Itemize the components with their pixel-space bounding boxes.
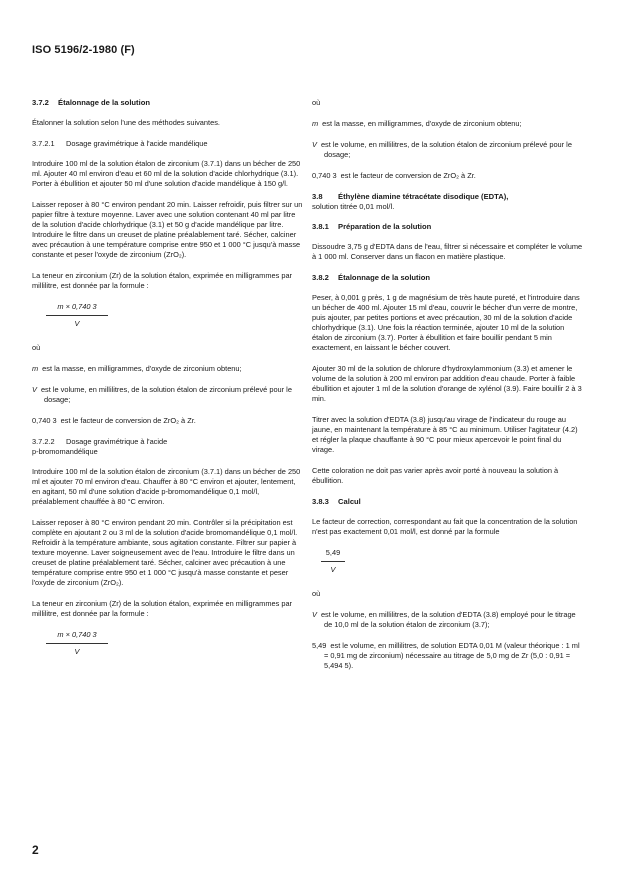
paragraph: Titrer avec la solution d'EDTA (3.8) jusqu'au virage de l'indicateur du rouge au jaune, en maintenant la température à 85 °C au minimum. Utiliser l'agitateur (4.2) et régler la plaque chauffante à 90 °C pour mieux apercevoir le point final du virage.	[312, 415, 578, 454]
paragraph: Introduire 100 ml de la solution étalon de zirconium (3.7.1) dans un bécher de 250 ml. Ajouter 40 ml environ d'eau et 60 ml de la solution d'acide chlorhydrique (3.1). Porter à ébullition et ajouter 50 ml d'une solution d'acide mandélique à 150 g/l.	[32, 159, 301, 188]
ou-label: où	[312, 98, 321, 107]
paragraph: Dissoudre 3,75 g d'EDTA dans de l'eau, filtrer si nécessaire et compléter le volume à 1 000 ml. Conserver dans un flacon en matière plastique.	[312, 242, 583, 261]
left-column	[32, 98, 304, 671]
section-title: Dosage gravimétrique à l'acide mandélique	[66, 139, 208, 148]
section-title: Étalonnage de la solution	[338, 273, 430, 282]
section-title-continued: p-bromomandélique	[32, 447, 98, 456]
formula-denominator: V	[330, 565, 336, 574]
definition	[312, 641, 584, 671]
paragraph: Ajouter 30 ml de la solution de chlorure d'hydroxylammonium (3.3) et amener le volume de la solution à 200 ml environ par addition d'eau chaude. Porter à faible ébullition et ajouter 1 ml de la solution d'orange de xylénol (3.9). Faire bouillir 2 à 3 min.	[312, 364, 582, 403]
formula	[318, 548, 348, 575]
definition-text: est la masse, en milligrammes, d'oxyde de zirconium obtenu;	[42, 364, 242, 373]
section-number: 3.8.2	[312, 273, 329, 282]
paragraph: La teneur en zirconium (Zr) de la solution étalon, exprimée en milligrammes par millilitre, est donnée par la formule :	[32, 271, 293, 290]
section-title: Calcul	[338, 497, 361, 506]
paragraph: Étalonner la solution selon l'une des méthodes suivantes.	[32, 118, 220, 127]
definition-text: est le facteur de conversion de ZrO₂ à Zr.	[60, 416, 196, 425]
symbol: m	[312, 119, 319, 128]
section-number: 3.8.1	[312, 222, 329, 231]
paragraph: Cette coloration ne doit pas varier après avoir porté à nouveau la solution à ébullition.	[312, 466, 559, 485]
formula-numerator: m × 0,740 3	[57, 630, 97, 639]
paragraph: Le facteur de correction, correspondant au fait que la concentration de la solution n'est pas exactement 0,01 mol/l, est donné par la formule	[312, 517, 578, 536]
section-3-8-heading	[312, 192, 584, 212]
definition	[312, 171, 584, 181]
definition-text: est le volume, en millilitres, de la solution étalon de zirconium prélevé pour le dosage;	[320, 140, 572, 159]
paragraph: Introduire 100 ml de la solution étalon de zirconium (3.7.1) dans un bécher de 250 ml et ajouter 70 ml environ d'eau. Chauffer à 80 °C environ et ajouter, lentement, en agitant, 50 ml d'une solution d'acide p-bromomandélique 0,1 mol/l, préalablement chauffée à 80 °C environ.	[32, 467, 301, 506]
section-title: Éthylène diamine tétracétate disodique (EDTA),	[338, 192, 509, 201]
section-title: Dosage gravimétrique à l'acide	[66, 437, 168, 446]
symbol: V	[312, 140, 317, 149]
paragraph: Peser, à 0,001 g près, 1 g de magnésium de très haute pureté, et l'introduire dans un bécher de 400 ml. Ajouter 15 ml d'eau, couvrir le bécher d'un verre de montre, puis ajouter, par petites portions et avec précaution, 30 ml de la solution d'acide chlorhydrique (3.1). Une fois la réaction terminée, ajouter 10 ml de la solution étalon de zirconium (3.7). Porter à ébullition et faire bouillir pendant 5 min exactement, en laissant le bécher couvert.	[312, 293, 580, 352]
section-number: 3.8	[312, 192, 323, 201]
symbol: 0,740 3	[32, 416, 57, 425]
section-3-7-2-2-heading	[32, 437, 304, 457]
section-3-8-1-heading	[312, 222, 584, 232]
paragraph: La teneur en zirconium (Zr) de la solution étalon, exprimée en milligrammes par millilitre, est donnée par la formule :	[32, 599, 293, 618]
section-title: Étalonnage de la solution	[58, 98, 150, 107]
section-3-8-3-heading	[312, 497, 584, 507]
section-3-8-2-heading	[312, 273, 584, 283]
formula	[42, 302, 112, 329]
section-number: 3.8.3	[312, 497, 329, 506]
ou-label: où	[312, 589, 321, 598]
definition	[312, 119, 584, 129]
symbol: m	[32, 364, 39, 373]
document-header: ISO 5196/2-1980 (F)	[32, 44, 135, 56]
definition	[312, 140, 584, 160]
definition-text: est le volume, en millilitres, de la solution d'EDTA (3.8) employé pour le titrage de 10,0 ml de la solution étalon de zirconium (3.7);	[320, 610, 576, 629]
symbol: 0,740 3	[312, 171, 337, 180]
paragraph: Laisser reposer à 80 °C environ pendant 20 min. Contrôler si la précipitation est complète en ajoutant 2 ou 3 ml de la solution d'acide bromomandélique 0,1 mol/l. Refroidir à la température ambiante, sous agitation constante. Filtrer sur papier à texture moyenne. Laver soigneusement avec de l'eau. Introduire le filtre dans un creuset de platine préalablement taré. Sécher, calciner avec précaution à une température comprise entre 950 et 1 000 °C jusqu'à masse constante et peser l'oxyde de zirconium (ZrO₂).	[32, 518, 298, 587]
ou-label: où	[32, 343, 41, 352]
symbol: V	[32, 385, 37, 394]
definition	[32, 416, 304, 426]
definition	[32, 364, 304, 374]
section-3-7-2-1-heading	[32, 139, 304, 149]
symbol: V	[312, 610, 317, 619]
section-title: Préparation de la solution	[338, 222, 432, 231]
formula-denominator: V	[74, 319, 80, 328]
right-column	[312, 98, 584, 682]
section-subtitle: solution titrée 0,01 mol/l.	[312, 202, 395, 211]
definition	[312, 610, 584, 630]
formula-numerator: m × 0,740 3	[57, 302, 97, 311]
definition-text: est le volume, en millilitres, de solution EDTA 0,01 M (valeur théorique : 1 ml = 0,91 mg de zirconium) nécessaire au titrage de 5,0 mg de Zr (5,0 : 0,91 = 5,494 5).	[324, 641, 580, 670]
definition-text: est le volume, en millilitres, de la solution étalon de zirconium prélevé pour le dosage;	[40, 385, 292, 404]
symbol: 5,49	[312, 641, 327, 650]
formula-numerator: 5,49	[325, 548, 341, 557]
definition	[32, 385, 304, 405]
page-number: 2	[32, 843, 39, 857]
section-number: 3.7.2.1	[32, 139, 55, 148]
formula	[42, 630, 112, 657]
definition-text: est le facteur de conversion de ZrO₂ à Zr.	[340, 171, 476, 180]
definition-text: est la masse, en milligrammes, d'oxyde de zirconium obtenu;	[322, 119, 522, 128]
section-3-7-2-heading	[32, 98, 304, 108]
formula-denominator: V	[74, 647, 80, 656]
section-number: 3.7.2	[32, 98, 49, 107]
section-number: 3.7.2.2	[32, 437, 55, 446]
paragraph: Laisser reposer à 80 °C environ pendant 20 min. Laisser refroidir, puis filtrer sur un papier filtre à texture moyenne. Laver avec une solution contenant 40 ml par litre de la solution d'acide chlorhydrique (3.1) et 50 g d'acide mandélique par litre. Introduire le filtre dans un creuset de platine préalablement taré. Sécher, calciner avec précaution à une température comprise entre 950 et 1 000 °C jusqu'à masse constante et peser l'oxyde de zirconium (ZrO₂).	[32, 200, 303, 259]
